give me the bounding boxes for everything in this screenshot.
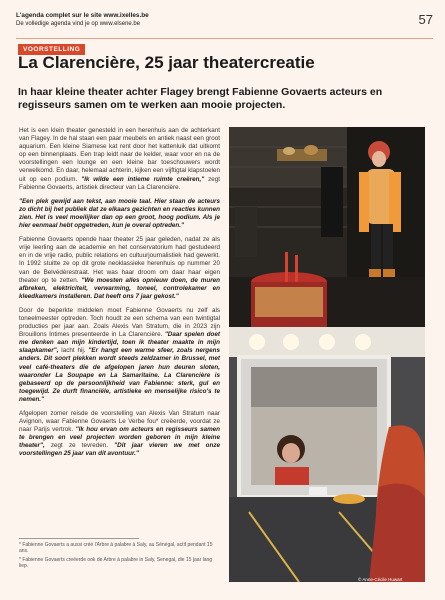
agenda-line-fr: L'agenda complet sur le site www.ixelles.be xyxy=(16,12,149,19)
paragraph-1: Het is een klein theater genesteld in een herenhuis aan de achterkant van Flagey. In de hal staan een paar meubels en antiek naast een groot aquarium. Een kleine Siamese kat rent door het kattenluik dat uitkomt op een binnenplaats. Een trap leidt naar de kelder, waar voor en na de voorstellingen een lounge en een kleine bar toeschouwers wordt verwelkomd. En daar, helemaal achterin, kijken een vijftigtal klapstoelen uit op een podium. "Ik wilde een intieme ruimte creëren," zegt Fabienne Govaerts, artistiek directeur van La Clarencière. xyxy=(19,127,220,191)
quote-inline: "Dit jaar vieren we met onze voorstellingen 25 jaar van dit avontuur." xyxy=(19,442,221,458)
article-title: La Clarencière, 25 jaar theatercreatie xyxy=(18,53,315,72)
footnote-divider xyxy=(19,538,139,539)
paragraph-5: Afgelopen zomer reisde de voorstelling van Alexis Van Stratum naar Avignon, waar Fabienne Govaerts Le Verbe fou* creëerde, voordat ze naar Parijs vertrok. "Ik hou ervan om acteurs en regisseurs samen te brengen en veel projecten worden geboren in mijn kleine theater", zegt ze tevreden. "Dit jaar vieren we met onze voorstellingen 25 jaar van dit avontuur." xyxy=(19,410,221,458)
photo-credit: © Anne-Cécile Huwart xyxy=(358,577,403,582)
paragraph-2-quote: "Een plek gewijd aan tekst, aan mooie taal. Hier staan de acteurs zo dicht bij het publiek dat ze elkaars gezichten en reacties kunnen zien. Het is veel moeilijker dan op een groot, hoog podium. Als je hier eenmaal hebt opgetreden, kun je overal optreden." xyxy=(19,197,220,230)
quote-inline: "Daar spelen doet me denken aan mijn kindertijd, toen ik theater maakte in mijn slaapkamer", xyxy=(19,331,221,355)
page-header xyxy=(16,12,433,38)
section-badge: VOORSTELLING xyxy=(18,44,85,55)
footnote-nl: * Fabienne Govaerts creëerde ook de Arbre à palabre in Saly, Senegal, die 15 jaar lang liep. xyxy=(19,557,213,569)
quote-inline: "Ik hou ervan om acteurs en regisseurs samen te brengen en veel projecten worden geboren in mijn kleine theater", xyxy=(19,426,221,450)
paragraph-3: Fabienne Govaerts opende haar theater 25 jaar geleden, nadat ze als vrije leerling aan de academie en het conservatorium had gestudeerd en in de vrije radio, public relations en cultuurjournalistiek had gewerkt. In 1992 stuitte ze op dit grote neoklassieke herenhuis op nummer 20 van de Belvédèrestraat. Het was haar droom om daar haar eigen theater op te zetten. "We moesten alles opnieuw doen, de muren afbreken, elektriciteit, verwarming, toneel, controlekamer en kleedkamers installeren. Dat heeft ons 7 jaar gekost." xyxy=(19,236,221,300)
quote-inline: "Ik wilde een intieme ruimte creëren," xyxy=(81,175,205,183)
quote-inline: "We moesten alles opnieuw doen, de muren afbreken, elektriciteit, verwarming, toneel, controlekamer en kleedkamers installeren. Dat heeft ons 7 jaar gekost." xyxy=(19,276,221,300)
page-number: 57 xyxy=(418,12,433,27)
agenda-line-nl: De volledige agenda vind je op www.elsene.be xyxy=(16,21,141,27)
footnotes xyxy=(19,542,219,572)
article-lead: In haar kleine theater achter Flagey brengt Fabienne Govaerts acteurs en regisseurs samen om te werken aan mooie projecten. xyxy=(18,86,383,111)
article-body xyxy=(19,127,220,465)
footnote-fr: * Fabienne Govaerts a aussi créé l'Arbre à palabre à Saly, au Sénégal, actif pendant 15 ans. xyxy=(19,542,213,554)
quote-inline: "Er hangt een warme sfeer, zoals nergens anders. Dit soort plekken wordt steeds zeldzamer in Brussel, met veel café-theaters die de afgelopen jaren hun deuren sloten, waaronder La Soupape en La Samaritaine. La Clarencière is gebaseerd op de persoonlijkheid van Fabienne: sterk, gul en toegewijd. Ze durft financiële, artistieke en menselijke risico's te nemen." xyxy=(19,347,220,403)
header-divider xyxy=(16,38,433,39)
paragraph-4: Door de beperkte middelen moet Fabienne Govaerts nu zelf als toneelmeester optreden. Toch houdt ze een schema van een twintigtal producties per jaar aan. Zoals Alexis Van Stratum, die in 2023 zijn Brouillons Intimes presenteerde in La Clarencière. "Daar spelen doet me denken aan mijn kindertijd, toen ik theater maakte in mijn slaapkamer", lacht hij. "Er hangt een warme sfeer, zoals nergens anders. Dit soort plekken wordt steeds zeldzamer in Brussel, met veel café-theaters die de afgelopen jaren hun deuren sloten, waaronder La Soupape en La Samaritaine. La Clarencière is gebaseerd op de persoonlijkheid van Fabienne: sterk, gul en toegewijd. Ze durft financiële, artistieke en menselijke risico's te nemen." xyxy=(19,306,221,403)
theater-photo xyxy=(229,127,425,582)
